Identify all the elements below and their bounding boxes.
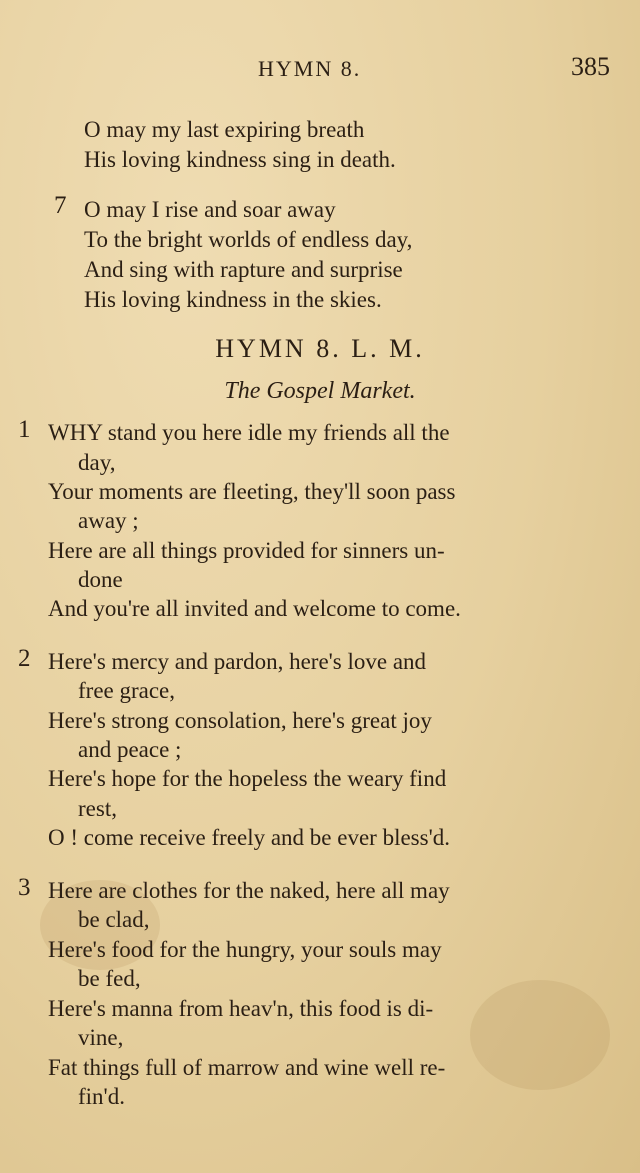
verse-line: Here's hope for the hopeless the weary find: [48, 766, 447, 791]
verse-line-continuation: fin'd.: [78, 1084, 125, 1109]
running-title: HYMN 8.: [258, 56, 362, 81]
stanza-number: 1: [18, 416, 31, 443]
verse-line: Here are all things provided for sinners un-: [48, 538, 445, 563]
verse-line-continuation: day,: [78, 450, 116, 475]
verse-line: Here's mercy and pardon, here's love and: [48, 649, 427, 674]
verse-line: Here's food for the hungry, your souls may: [48, 937, 442, 962]
stanza-number: 7: [54, 192, 67, 219]
hymn-subtitle: The Gospel Market.: [224, 378, 416, 404]
page-number: 385: [571, 52, 610, 81]
verse-line: Here's manna from heav'n, this food is di-: [48, 996, 434, 1021]
verse-line: Here's strong consolation, here's great joy: [48, 708, 432, 733]
paper-stain: [470, 980, 610, 1090]
verse-line-continuation: be fed,: [78, 966, 141, 991]
verse-line: His loving kindness sing in death.: [84, 147, 396, 172]
stanza-number: 2: [18, 645, 31, 672]
verse-line-continuation: rest,: [78, 796, 117, 821]
verse-line: To the bright worlds of endless day,: [84, 227, 413, 252]
verse-line: WHY stand you here idle my friends all the: [48, 420, 450, 445]
verse-line-continuation: be clad,: [78, 907, 150, 932]
verse-line: Fat things full of marrow and wine well re-: [48, 1055, 446, 1080]
hymn-title: HYMN 8. L. M.: [215, 334, 425, 363]
verse-line: O may my last expiring breath: [84, 117, 365, 142]
verse-line-continuation: and peace ;: [78, 737, 182, 762]
verse-line-continuation: free grace,: [78, 678, 176, 703]
verse-line: And you're all invited and welcome to come.: [48, 596, 461, 621]
page-header: [0, 50, 640, 90]
verse-line: O may I rise and soar away: [84, 197, 336, 222]
verse-line: Here are clothes for the naked, here all may: [48, 878, 450, 903]
verse-line: Your moments are fleeting, they'll soon pass: [48, 479, 456, 504]
verse-line: O ! come receive freely and be ever bless'd.: [48, 825, 450, 850]
verse-line-continuation: done: [78, 567, 123, 592]
verse-line-continuation: vine,: [78, 1025, 124, 1050]
verse-line: His loving kindness in the skies.: [84, 287, 382, 312]
verse-line-continuation: away ;: [78, 508, 139, 533]
stanza-number: 3: [18, 874, 31, 901]
verse-line: And sing with rapture and surprise: [84, 257, 403, 282]
